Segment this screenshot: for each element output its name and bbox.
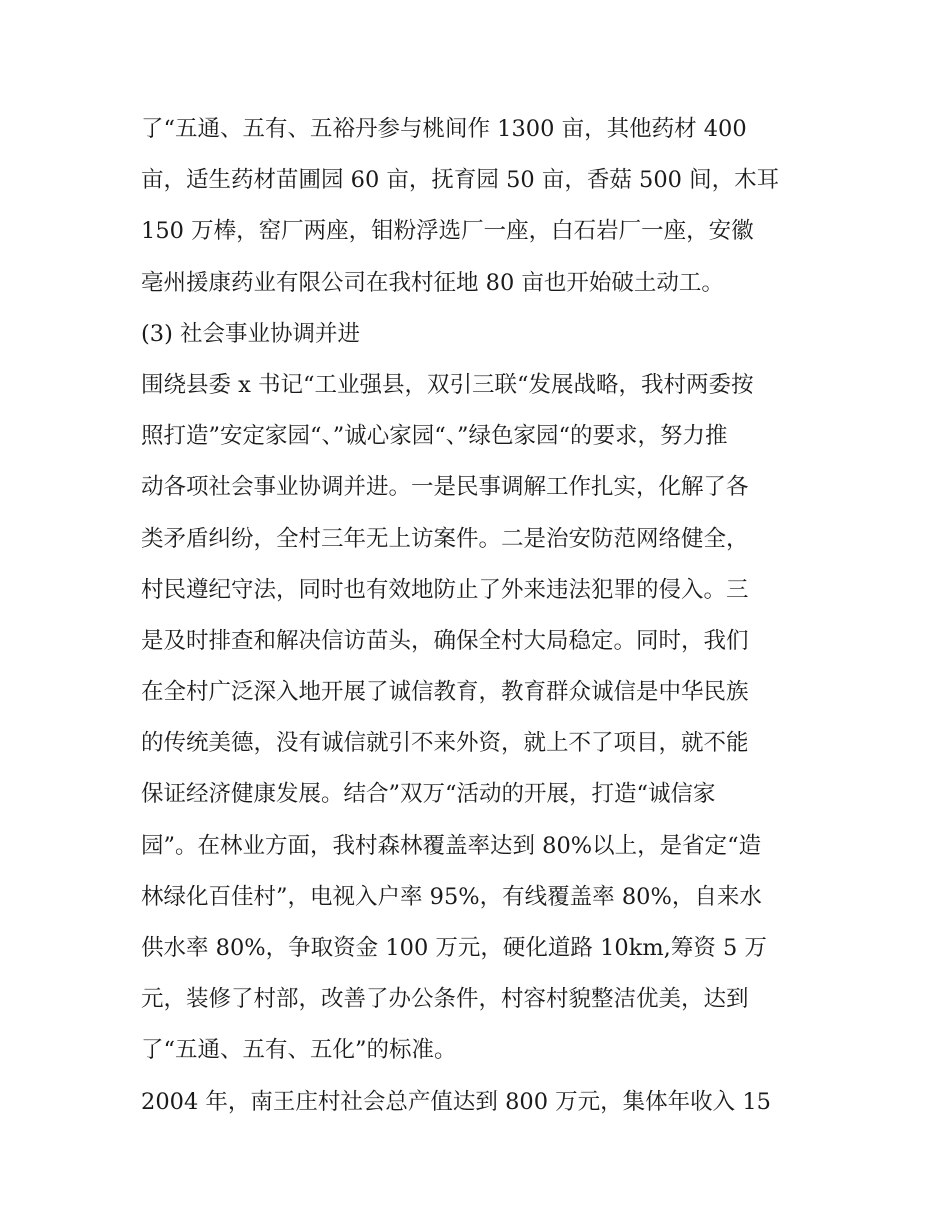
text-line: 动各项社会事业协调并进。一是民事调解工作扎实，化解了各 [141, 474, 749, 501]
text-line: 了“五通、五有、五裕丹参与桃间作 1300 亩，其他药材 400 [141, 116, 747, 142]
text-line: 保证经济健康发展。结合”双万“活动的开展，打造“诚信家 [141, 781, 716, 808]
text-line: 园”。在林业方面，我村森林覆盖率达到 80%以上，是省定“造 [141, 832, 762, 859]
text-line: 村民遵纪守法，同时也有效地防止了外来违法犯罪的侵入。三 [141, 576, 749, 603]
text-line: 2004 年，南王庄村社会总产值达到 800 万元，集体年收入 15 [141, 1088, 771, 1115]
text-line: 了“五通、五有、五化”的标准。 [141, 1037, 457, 1064]
text-line: 林绿化百佳村”，电视入户率 95%，有线覆盖率 80%，自来水 [141, 883, 762, 910]
text-line: 亩，适生药材苗圃园 60 亩，抚育园 50 亩，香菇 500 间，木耳 [141, 167, 780, 194]
text-line: 150 万棒，窑厂两座，钼粉浮选厂一座，白石岩厂一座，安徽 [141, 218, 754, 245]
section-heading: (3) 社会事业协调并进 [141, 320, 361, 347]
document-body [141, 104, 821, 1128]
text-line: 照打造”安定家园“、”诚心家园“、”绿色家园“的要求，努力推 [141, 423, 728, 450]
text-line: 亳州援康药业有限公司在我村征地 80 亩也开始破土动工。 [141, 269, 724, 296]
text-line: 是及时排查和解决信访苗头，确保全村大局稳定。同时，我们 [141, 627, 749, 654]
text-line: 的传统美德，没有诚信就引不来外资，就上不了项目，就不能 [141, 730, 749, 757]
text-line: 在全村广泛深入地开展了诚信教育，教育群众诚信是中华民族 [141, 679, 749, 706]
text-line: 围绕县委 x 书记“工业强县，双引三联“发展战略，我村两委按 [141, 371, 754, 398]
text-line: 供水率 80%，争取资金 100 万元，硬化道路 10km,筹资 5 万 [141, 935, 767, 961]
text-line: 元，装修了村部，改善了办公条件，村容村貌整洁优美，达到 [141, 986, 749, 1013]
text-line: 类矛盾纠纷，全村三年无上访案件。二是治安防范网络健全， [141, 525, 749, 552]
